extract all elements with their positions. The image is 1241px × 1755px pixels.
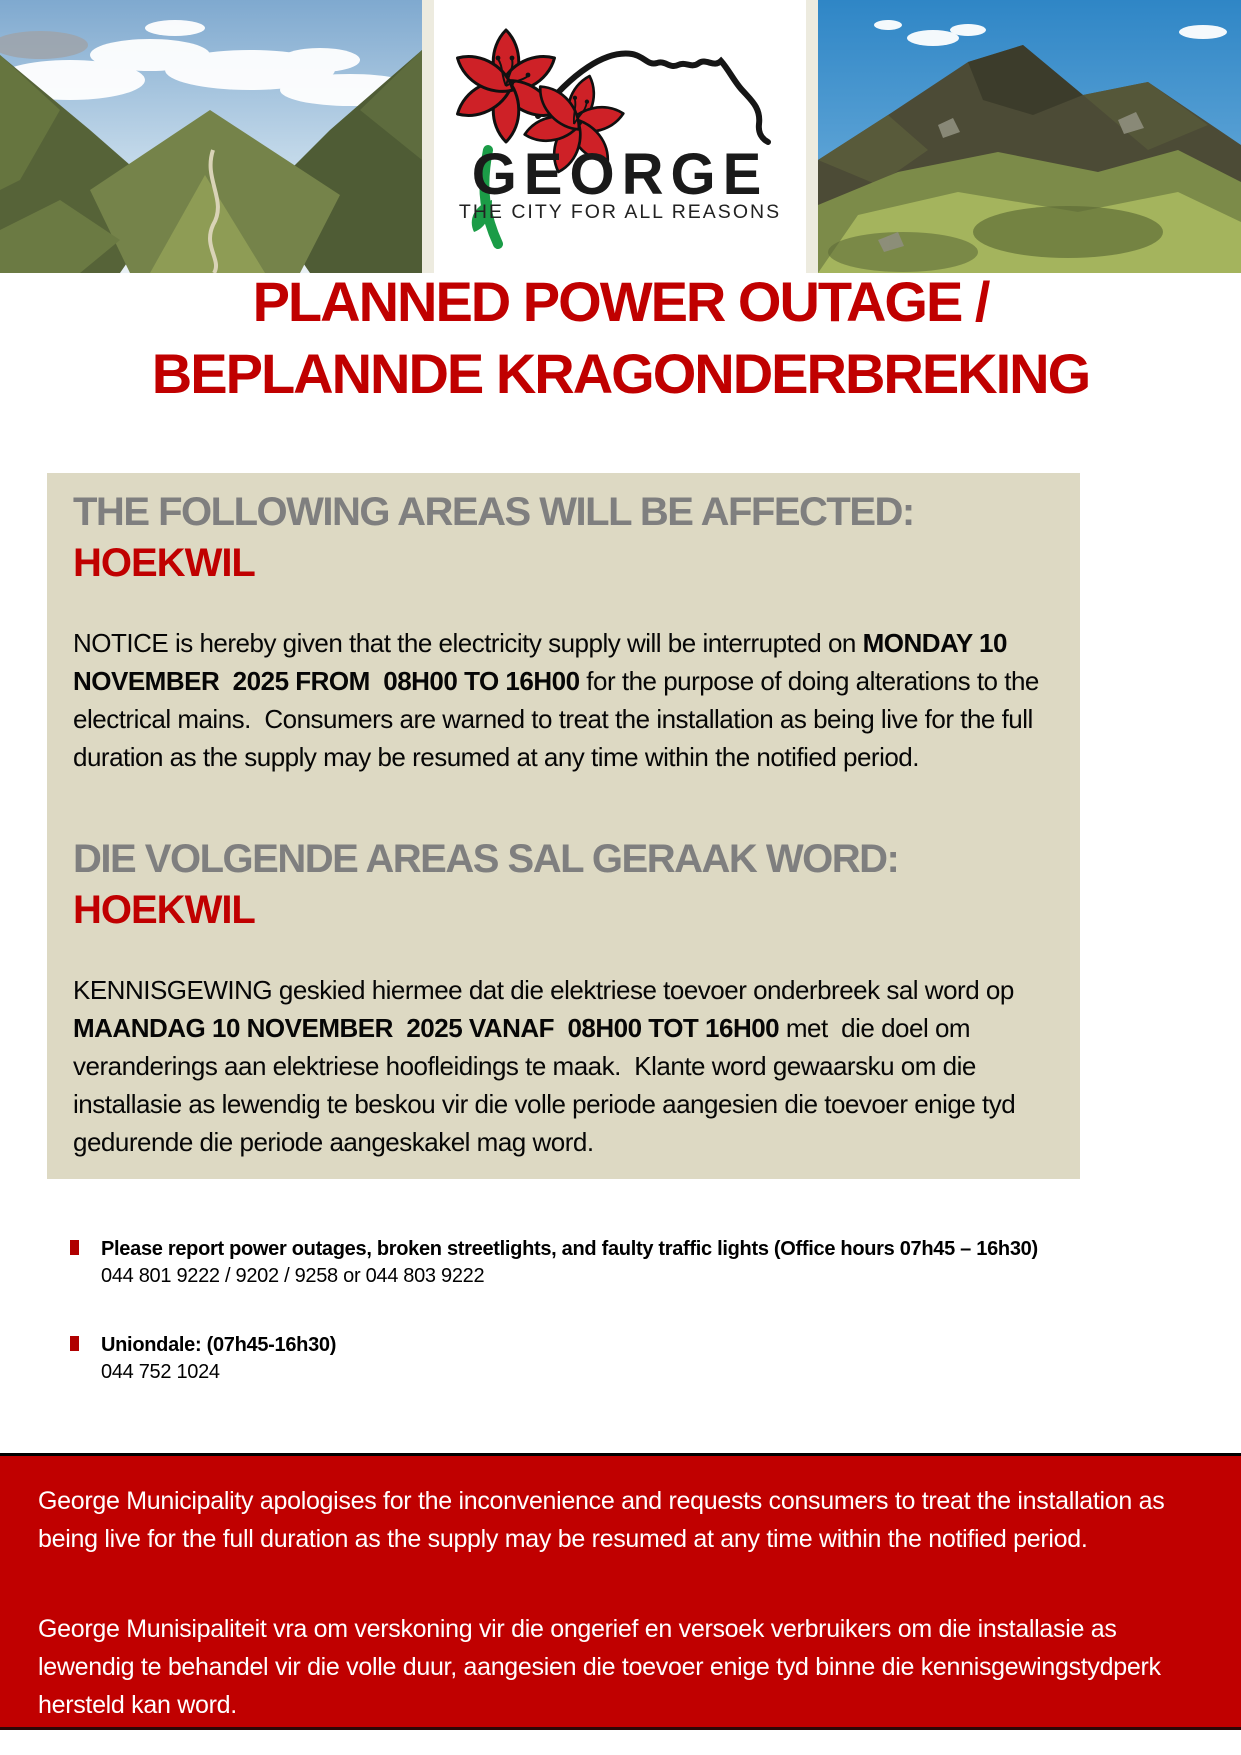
notice-box	[47, 473, 1080, 1179]
english-body-pre: NOTICE is hereby given that the electricity supply will be interrupted on	[73, 628, 863, 659]
afrikaans-body-post: met die doel om veranderings aan elektriese hoofleidings te maak. Klante word gewaarsku om die installasie as lewendig te beskou vir die volle periode aangesien die toevoer enige tyd gedurende die periode aangeskakel mag word.	[73, 1013, 1022, 1158]
contact-label: Please report power outages, broken streetlights, and faulty traffic lights (Office hours 07h45 – 16h30)	[101, 1238, 1038, 1260]
afrikaans-area-name: HOEKWIL	[73, 888, 255, 933]
afrikaans-body-pre: KENNISGEWING geskied hiermee dat die elektriese toevoer onderbreek sal word op	[73, 975, 1021, 1006]
afrikaans-section-heading: DIE VOLGENDE AREAS SAL GERAAK WORD:	[73, 837, 899, 882]
english-body-bold: MONDAY 10 NOVEMBER 2025 FROM 08H00 TO 16H00	[73, 628, 1014, 697]
english-section-heading: THE FOLLOWING AREAS WILL BE AFFECTED:	[73, 490, 914, 534]
afrikaans-notice-paragraph	[73, 971, 1073, 1161]
page-title	[0, 266, 1241, 409]
mountain-valley-photo-illustration	[0, 0, 422, 273]
english-body-post: for the purpose of doing alterations to the electrical mains. Consumers are warned to treat the installation as being live for the full duration as the supply may be resumed at any time within the notified period.	[73, 666, 1046, 773]
contact-item-uniondale	[70, 1332, 1180, 1386]
footer-english-paragraph: George Municipality apologises for the inconvenience and requests consumers to treat the installation as being live for the full duration as the supply may be resumed at any time within the notified period.	[38, 1487, 1165, 1553]
footer-afrikaans-paragraph: George Munisipaliteit vra om verskoning vir die ongerief en versoek verbruikers om die installasie as lewendig te behandel vir die volle duur, aangesien die toevoer enige tyd binne die kennisgewingstydperk hersteld kan word.	[38, 1615, 1161, 1719]
footer-banner	[0, 1453, 1241, 1730]
header-left-photo	[0, 0, 422, 273]
afrikaans-body-bold: MAANDAG 10 NOVEMBER 2025 VANAF 08H00 TOT 16H00	[73, 1013, 780, 1044]
george-logo-tagline: THE CITY FOR ALL REASONS	[458, 201, 782, 223]
bullet-square-icon	[70, 1336, 79, 1351]
contact-phones: 044 752 1024	[101, 1361, 220, 1383]
george-logo-wordmark: GEORGE	[471, 142, 769, 207]
page-title-line2: BEPLANNDE KRAGONDERBREKING	[151, 341, 1090, 405]
english-area-name: HOEKWIL	[73, 541, 255, 586]
bullet-square-icon	[70, 1240, 79, 1255]
contact-label: Uniondale: (07h45-16h30)	[101, 1334, 337, 1356]
header-banner	[0, 0, 1241, 273]
contact-phones: 044 801 9222 / 9202 / 9258 or 044 803 9222	[101, 1265, 485, 1287]
english-notice-paragraph	[73, 624, 1073, 776]
george-logo-panel	[434, 0, 806, 273]
contacts-list	[70, 1236, 1180, 1386]
page-title-line1: PLANNED POWER OUTAGE /	[252, 270, 989, 333]
contact-item-outages	[70, 1236, 1180, 1290]
mountain-peak-photo-illustration	[818, 0, 1241, 273]
header-right-photo	[818, 0, 1241, 273]
